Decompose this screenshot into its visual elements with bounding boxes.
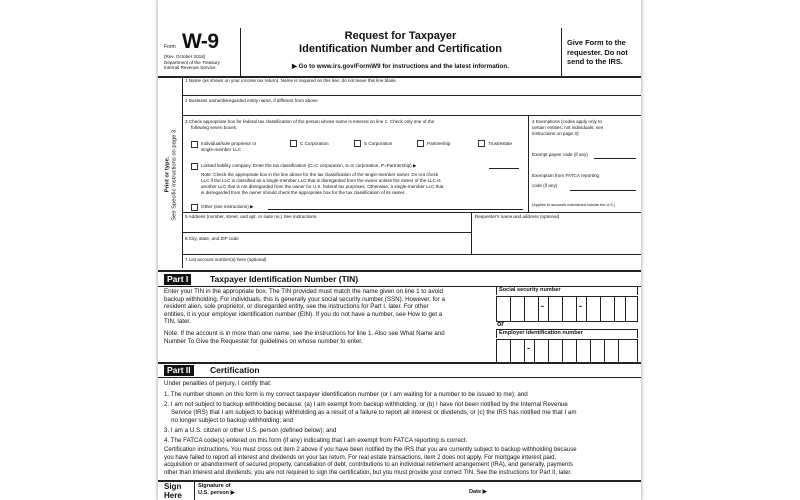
part1-text-line: entities, it is your employer identification number (EIN). If you do not have a number, see How to get a (164, 310, 443, 318)
signature-of-label: Signature of (198, 483, 231, 489)
cert-instructions-line: acquisition or abandonment of secured property, cancellation of debt, contributions to an individual retirement arrangement (IRA), and generally, payments (164, 462, 574, 469)
ein-label: Employer identification number (499, 330, 583, 336)
llc-note-4: is disregarded from the owner should check the appropriate box for the tax classification of its owner. (201, 190, 406, 195)
business-name-field[interactable] (184, 104, 640, 114)
checkbox-s-corporation[interactable] (354, 140, 361, 147)
city-state-zip-field[interactable] (184, 242, 469, 252)
part1-paragraph (164, 288, 494, 326)
give-form-note: Give Form to the requester. Do not send to the IRS. (567, 38, 628, 66)
exemptions-line3: instructions on page 3): (532, 131, 580, 136)
option-individual-2: single-member LLC (201, 147, 242, 152)
fatca-label-1: Exemption from FATCA reporting (532, 173, 600, 178)
part1-label: Part I (164, 274, 191, 285)
llc-note-1: Note: Check the appropriate box in the line above for the tax classification of the single-member owner. Do not check (201, 172, 439, 177)
goto-instructions: ▶ Go to www.irs.gov/FormW9 for instructions and the latest information. (292, 63, 509, 70)
w9-form-page (158, 0, 641, 500)
certification-item-2c: no longer subject to backup withholding; and (171, 417, 294, 424)
checkbox-trust-estate[interactable] (478, 140, 485, 147)
certification-instructions (164, 447, 641, 477)
line1-label: 1 Name (as shown on your income tax return). Name is required on this line; do not leave this line blank. (185, 78, 397, 83)
part1-text-line: TIN, later. (164, 318, 191, 326)
certification-item-3: 3. I am a U.S. citizen or other U.S. person (defined below); and (164, 427, 337, 434)
part2-label: Part II (164, 365, 194, 376)
form-title-line2: Identification Number and Certification (299, 43, 502, 55)
line5-label: 5 Address (number, street, and apt. or suite no.) See instructions. (185, 214, 318, 219)
exemptions-line1: 4 Exemptions (codes apply only to (532, 119, 602, 124)
llc-note-2: LLC if the LLC is classified as a single-member LLC that is disregarded from the owner unless the owner of the LLC is (201, 178, 441, 183)
or-label: or (497, 321, 504, 328)
part2-title: Certification (210, 365, 260, 375)
part1-title: Taxpayer Identification Number (TIN) (210, 274, 359, 284)
ein-field[interactable] (496, 339, 638, 363)
certification-item-2: 2. I am not subject to backup withholding because: (a) I am exempt from backup withholding, or (b) I have not been notified by the Internal Revenue (164, 401, 568, 408)
fatca-applies-note: (Applies to accounts maintained outside the U.S.) (532, 203, 616, 207)
form-word: Form (164, 44, 176, 50)
us-person-label: U.S. person ▶ (198, 490, 235, 496)
option-trust-estate: Trust/estate (488, 141, 513, 146)
cert-instructions-line: Certification instructions. You must cross out item 2 above if you have been notified by the IRS that you are currently subject to backup withholding because (164, 447, 577, 453)
fatca-code-field[interactable] (570, 182, 636, 191)
checkbox-individual[interactable] (191, 141, 198, 148)
ssn-dash-1: - (541, 301, 544, 311)
other-classification-field[interactable] (268, 204, 523, 210)
ein-dash: - (527, 343, 530, 353)
part1-text-line: Enter your TIN in the appropriate box. The TIN provided must match the name given on line 1 to avoid (164, 288, 443, 295)
ssn-dash-2: - (579, 301, 582, 311)
form-title-line1: Request for Taxpayer (344, 30, 457, 42)
form-number: W-9 (182, 30, 219, 53)
certification-item-1: 1. The number shown on this form is my correct taxpayer identification number (or I am waiting for a number to be issued to me); and (164, 391, 528, 398)
fatca-label-2: code (if any) (532, 183, 558, 188)
side-label-line2: See Specific Instructions on page 3. (171, 128, 177, 221)
option-c-corporation: C Corporation (300, 141, 329, 146)
rev-date: (Rev. October 2018) (164, 54, 206, 59)
requester-label: Requester's name and address (optional) (475, 214, 560, 219)
checkbox-llc[interactable] (191, 163, 198, 170)
side-label (161, 76, 181, 266)
certification-intro: Under penalties of perjury, I certify that: (164, 380, 272, 387)
date-label: Date ▶ (469, 489, 487, 495)
llc-classification-field[interactable] (489, 162, 519, 169)
line6-label: 6 City, state, and ZIP code (185, 236, 239, 241)
line7-label: 7 List account number(s) here (optional) (185, 257, 267, 262)
part1-note-line: Number To Give the Requester for guidelines on whose number to enter. (164, 337, 363, 345)
side-label-divider (182, 76, 183, 268)
address-field[interactable] (184, 220, 469, 230)
ssn-label: Social security number (499, 287, 561, 293)
sign-here-label: Sign Here (164, 482, 182, 500)
exemptions-line2: certain entities, not individuals; see (532, 125, 604, 130)
part1-text-line: resident alien, sole proprietor, or disregarded entity, see the instructions for Part I, later. For other (164, 303, 429, 311)
requester-field[interactable] (474, 221, 638, 252)
part1-text-line: backup withholding. For individuals, this is generally your social security number (SSN). However, for a (164, 295, 445, 303)
checkbox-c-corporation[interactable] (290, 140, 297, 147)
date-field[interactable] (488, 486, 636, 496)
checkbox-partnership[interactable] (417, 140, 424, 147)
checkbox-other[interactable] (191, 204, 198, 211)
certification-item-4: 4. The FATCA code(s) entered on this form (if any) indicating that I am exempt from FATCA reporting is correct. (164, 437, 468, 444)
certification-item-2b: Service (IRS) that I am subject to backup withholding as a result of a failure to report all interest or dividends, or (c) the IRS has notified me that I am (171, 409, 577, 416)
cert-instructions-line: other than interest and dividends, you are not required to sign the certification, but you must provide your correct TIN. See the instructions for Part II, later. (164, 469, 572, 476)
agency: Internal Revenue Service (164, 65, 216, 70)
part1-note (164, 330, 494, 345)
cert-instructions-line: you have failed to report all interest and dividends on your tax return. For real estate transactions, item 2 does not apply. For mortgage interest paid, (164, 454, 557, 461)
account-numbers-field[interactable] (184, 262, 640, 268)
exempt-payee-label: Exempt payee code (if any) (532, 152, 588, 157)
name-field[interactable] (184, 84, 640, 94)
option-individual-1: Individual/sole proprietor or (201, 141, 257, 146)
ssn-field[interactable] (496, 296, 638, 322)
header-divider-right (561, 28, 562, 76)
signature-field[interactable] (242, 486, 466, 496)
option-llc: Limited liability company. Enter the tax classification (C=C corporation, S=S corporation, P=Partnership) ▶ (201, 163, 417, 168)
option-other: Other (see instructions) ▶ (201, 204, 254, 209)
part1-note-line: Note: If the account is in more than one name, see the instructions for line 1. Also see What Name and (164, 330, 445, 337)
line3-label: 3 Check appropriate box for federal tax classification of the person whose name is entered on line 1. Check only one of the (185, 119, 435, 124)
line2-label: 2 Business name/disregarded entity name, if different from above (185, 98, 318, 103)
llc-note-3: another LLC that is not disregarded from the owner for U.S. federal tax purposes. Otherwise, a single-member LLC that (201, 184, 444, 189)
line3-label-2: following seven boxes. (191, 125, 238, 130)
department: Department of the Treasury (164, 60, 220, 65)
exempt-payee-field[interactable] (594, 150, 636, 159)
option-s-corporation: S Corporation (364, 141, 393, 146)
option-partnership: Partnership (427, 141, 451, 146)
side-label-line1: Print or type. (164, 156, 171, 193)
